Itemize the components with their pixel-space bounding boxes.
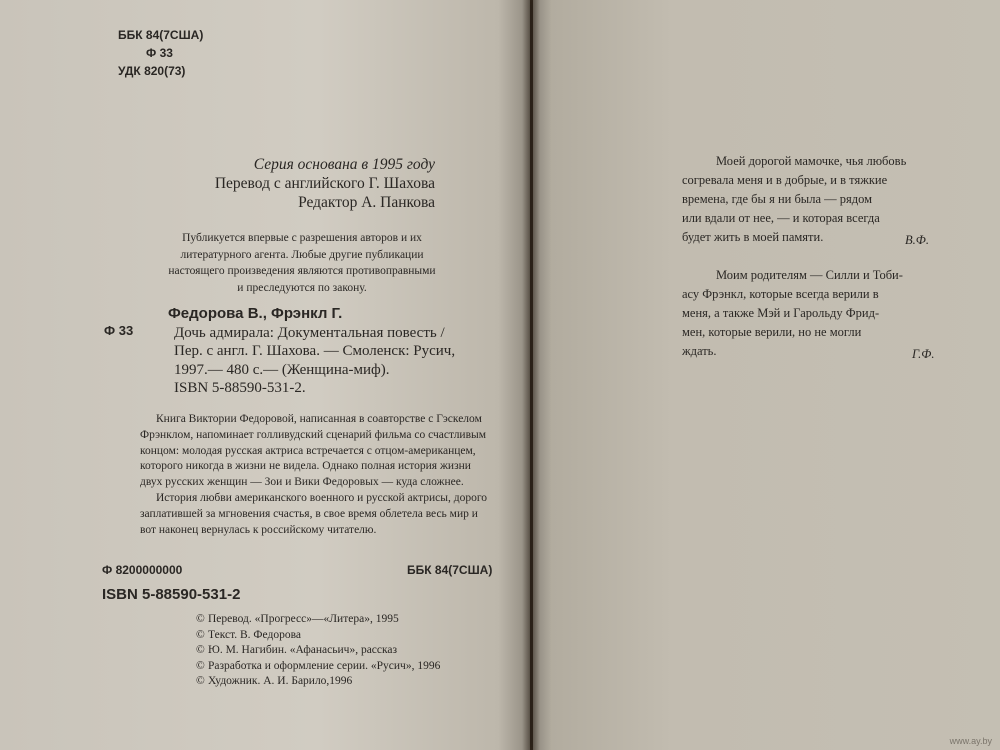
catalog-line: ISBN 5-88590-531-2. bbox=[174, 380, 306, 396]
copyright-icon: © bbox=[196, 659, 205, 672]
editor-credit: Редактор А. Панкова bbox=[298, 194, 435, 211]
site-watermark: www.ay.by bbox=[949, 736, 992, 746]
bbk-header bbox=[118, 26, 203, 80]
copyright-icon: © bbox=[196, 628, 205, 641]
copyright-line bbox=[196, 612, 440, 628]
series-info bbox=[190, 155, 435, 212]
copyright-line bbox=[196, 659, 440, 675]
catalog-authors: Федорова В., Фрэнкл Г. bbox=[168, 305, 343, 322]
copyright-block bbox=[196, 612, 440, 690]
copyright-text: Ю. М. Нагибин. «Афанасьич», рассказ bbox=[208, 644, 398, 657]
dedication-line: или вдали от нее, — и которая всегда bbox=[682, 211, 880, 225]
bbk-code: ББК 84(7США) bbox=[118, 28, 204, 42]
copyright-line bbox=[196, 628, 440, 644]
copyright-icon: © bbox=[196, 613, 205, 625]
translation-credit: Перевод с английского Г. Шахова bbox=[214, 175, 435, 192]
annotation-paragraph: Книга Виктории Федоровой, написанная в соавторстве с Гэскелом Фрэнклом, напоминает голливудский сценарий фильма со счастливым концом: молодая русская актриса встречается с отцом-американцем, которого никогда в жизни не видела. Однако полная история жизни двух русских женщин — Зои и Вики Федоровых — куда сложнее. bbox=[140, 413, 487, 489]
signature-vf: В.Ф. bbox=[905, 233, 929, 247]
product-code: Ф 8200000000 bbox=[102, 563, 183, 577]
dedication-line: Моим родителям — Силли и Тоби- bbox=[716, 268, 903, 282]
copyright-line bbox=[196, 643, 440, 659]
catalog-code: Ф 33 bbox=[104, 323, 134, 338]
notice-line: и преследуются по закону. bbox=[237, 281, 367, 294]
author-mark: Ф 33 bbox=[146, 46, 173, 60]
catalog-entry bbox=[168, 305, 456, 398]
book-gutter bbox=[522, 0, 540, 750]
copyright-text: Разработка и оформление серии. «Русич», 1996 bbox=[208, 659, 441, 672]
signature-gf: Г.Ф. bbox=[912, 347, 935, 361]
copyright-text: Перевод. «Прогресс»—«Литера», 1995 bbox=[208, 613, 399, 625]
copyright-line bbox=[196, 674, 440, 690]
rights-notice bbox=[152, 230, 452, 296]
notice-line: настоящего произведения являются противоправными bbox=[168, 265, 436, 277]
catalog-line: Дочь адмирала: Документальная повесть / bbox=[174, 324, 445, 341]
copyright-text: Художник. А. И. Барило,1996 bbox=[208, 675, 353, 688]
copyright-icon: © bbox=[196, 644, 205, 657]
dedication-line: ждать. bbox=[682, 344, 717, 358]
bbk-code-bottom: ББК 84(7США) bbox=[407, 563, 493, 577]
catalog-line: Пер. с англ. Г. Шахова. — Смоленск: Русич, bbox=[174, 343, 456, 359]
dedication-line: мен, которые верили, но не могли bbox=[682, 325, 862, 339]
dedication-line: будет жить в моей памяти. bbox=[682, 230, 824, 244]
catalog-line: 1997.— 480 с.— (Женщина-миф). bbox=[174, 361, 390, 378]
dedication-line: меня, а также Мэй и Гарольду Фрид- bbox=[682, 306, 880, 320]
isbn: ISBN 5-88590-531-2 bbox=[102, 586, 241, 603]
book-annotation bbox=[140, 412, 490, 538]
udk-code: УДК 820(73) bbox=[118, 64, 186, 78]
notice-line: Публикуется впервые с разрешения авторов и их bbox=[182, 232, 422, 244]
annotation-paragraph: История любви американского военного и русской актрисы, дорого заплатившей за мгновения счастья, в свое время облетела весь мир и вот наконец вернулась к российскому читателю. bbox=[140, 491, 488, 536]
dedication-line: Моей дорогой мамочке, чья любовь bbox=[716, 154, 907, 168]
dedication-line: времена, где бы я ни была — рядом bbox=[682, 192, 873, 206]
notice-line: литературного агента. Любые другие публикации bbox=[180, 248, 424, 261]
copyright-text: Текст. В. Федорова bbox=[208, 628, 301, 641]
copyright-icon: © bbox=[196, 675, 205, 688]
dedication-line: асу Фрэнкл, которые всегда верили в bbox=[682, 287, 879, 301]
dedication-line: согревала меня и в добрые, и в тяжкие bbox=[682, 173, 888, 187]
series-founded: Серия основана в 1995 году bbox=[253, 156, 435, 173]
right-page bbox=[533, 0, 1000, 750]
